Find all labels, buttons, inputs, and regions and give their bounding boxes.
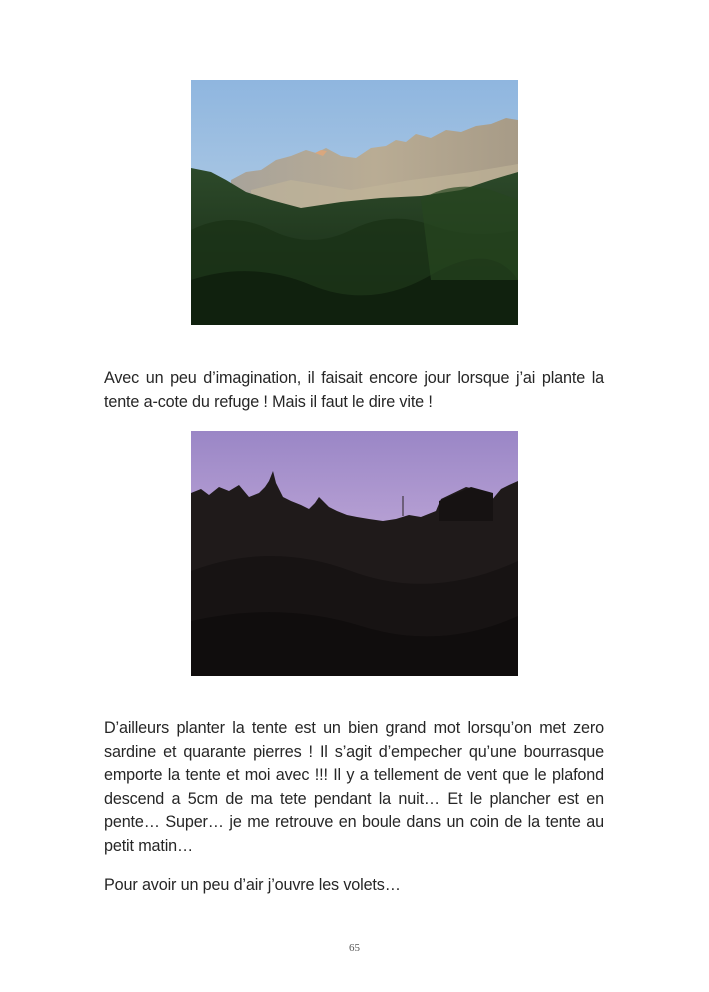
paragraph-2: D’ailleurs planter la tente est un bien grand mot lorsqu’on met zero sardine et quarante pierres ! Il s’agit d’empecher qu’une bourrasque emporte la tente et moi avec !!! Il y a tellement de vent que le plafond descend a 5cm de ma tete pendant la nuit… Et le plancher est en pente… Super… je me retrouve en boule dans un coin de la tente au petit matin… [104, 719, 604, 855]
paragraph-3: Pour avoir un peu d’air j’ouvre les volets… [104, 876, 401, 894]
mountain-valley-image [191, 80, 518, 325]
page-number: 65 [349, 942, 360, 954]
refuge-dusk-photo [191, 431, 518, 676]
mountain-valley-photo [191, 80, 518, 325]
paragraph-1: Avec un peu d’imagination, il faisait encore jour lorsque j’ai plante la tente a-cote du refuge ! Mais il faut le dire vite ! [104, 369, 604, 411]
refuge-dusk-image [191, 431, 518, 676]
